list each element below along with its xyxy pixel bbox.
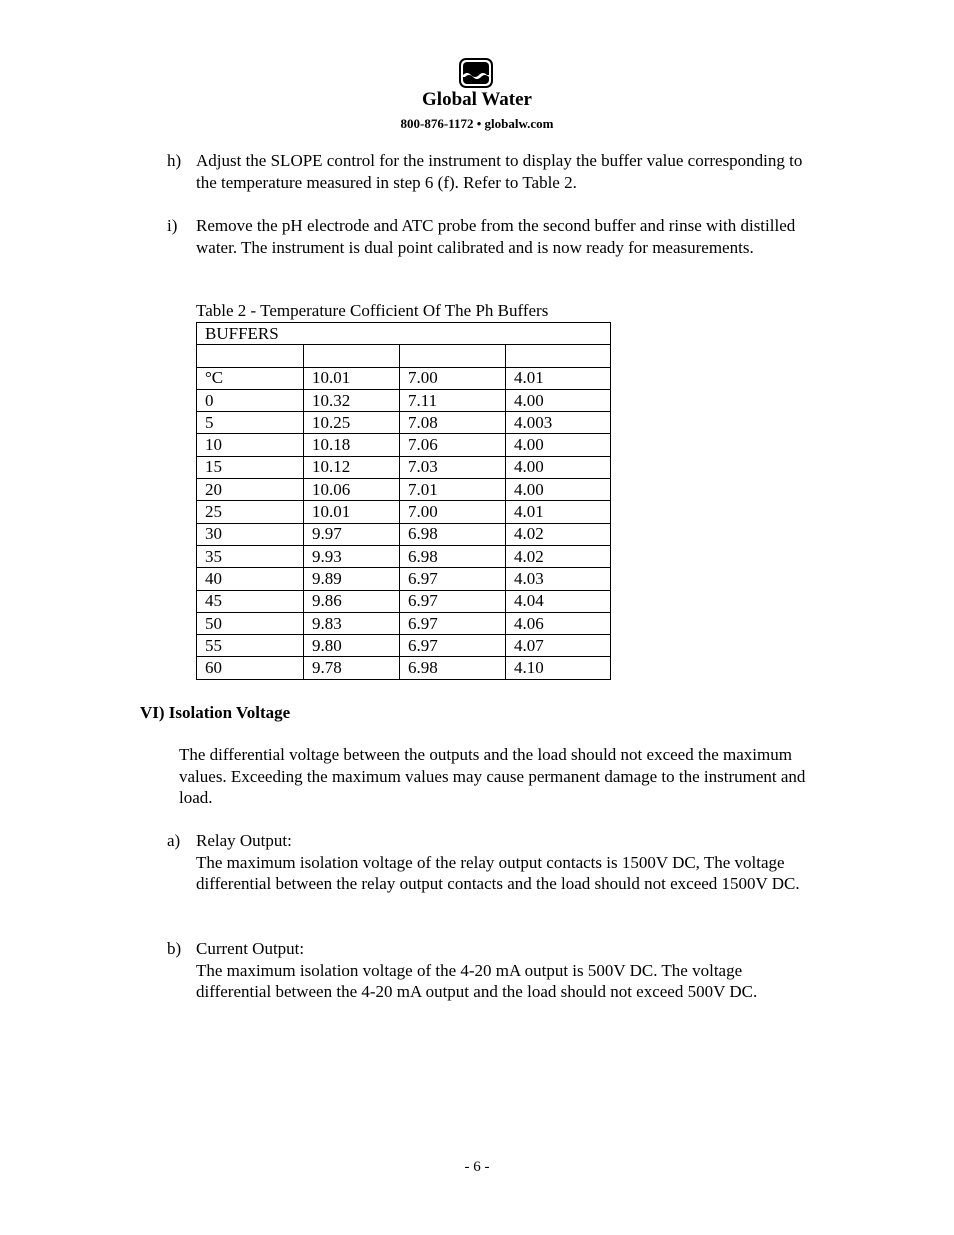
table-row [197,389,611,411]
table-cell: 4.00 [506,456,611,478]
table-cell: 7.08 [400,412,506,434]
item-relay-output [167,830,807,895]
table-cell: 7.06 [400,434,506,456]
table-cell: 55 [197,635,304,657]
table-row [197,545,611,567]
table-cell: 7.01 [400,479,506,501]
table-row [197,590,611,612]
table-title: BUFFERS [197,323,611,345]
table-cell: 25 [197,501,304,523]
table-cell: 6.98 [400,545,506,567]
table-cell: 40 [197,568,304,590]
table-header-row [197,367,611,389]
table-cell [304,345,400,367]
table-row [197,523,611,545]
table-cell: 4.00 [506,434,611,456]
table-cell: 9.86 [304,590,400,612]
table-row [197,412,611,434]
table-cell: 9.78 [304,657,400,679]
table-cell [506,345,611,367]
contact-info: 800-876-1172 • globalw.com [400,116,554,131]
step-i [167,215,807,258]
table-cell: 10.12 [304,456,400,478]
table-cell: 4.00 [506,479,611,501]
table-cell: 10.01 [304,501,400,523]
table-cell: 60 [197,657,304,679]
section-heading: VI) Isolation Voltage [140,703,291,722]
table-row [197,635,611,657]
table-cell [400,345,506,367]
table-cell: 20 [197,479,304,501]
table-title-row [197,323,611,345]
header-cell: 7.00 [400,367,506,389]
table-cell: 50 [197,612,304,634]
table-row [197,657,611,679]
header-cell: °C [197,367,304,389]
item-title: Relay Output: [196,831,292,850]
table-cell: 35 [197,545,304,567]
table-cell: 4.07 [506,635,611,657]
table-row [197,568,611,590]
table-cell: 4.10 [506,657,611,679]
buffer-table [196,322,611,680]
header-cell: 10.01 [304,367,400,389]
table-cell: 10.32 [304,389,400,411]
item-current-output [167,938,807,1003]
table-cell: 4.04 [506,590,611,612]
section-intro: The differential voltage between the outputs and the load should not exceed the maximum values. Exceeding the maximum values may cause permanent damage to the instrument and load. [179,745,806,807]
table-cell: 4.06 [506,612,611,634]
table-cell: 6.97 [400,590,506,612]
table-cell: 0 [197,389,304,411]
brand-name: Global Water [422,89,532,110]
table-cell: 10.25 [304,412,400,434]
step-text: Remove the pH electrode and ATC probe from the second buffer and rinse with distilled water. The instrument is dual point calibrated and is now ready for measurements. [196,216,796,257]
table-cell: 6.97 [400,568,506,590]
table-cell: 7.11 [400,389,506,411]
table-cell: 6.97 [400,612,506,634]
table-cell: 4.03 [506,568,611,590]
table-cell [197,345,304,367]
step-marker: h) [167,151,182,170]
table-cell: 6.98 [400,657,506,679]
step-h [167,150,807,193]
table-cell: 7.03 [400,456,506,478]
table-blank-row [197,345,611,367]
table-row [197,612,611,634]
table-cell: 15 [197,456,304,478]
table-cell: 7.00 [400,501,506,523]
table-cell: 6.98 [400,523,506,545]
table-cell: 6.97 [400,635,506,657]
step-marker: i) [167,216,178,235]
table-row [197,434,611,456]
item-title: Current Output: [196,939,305,958]
table-row [197,501,611,523]
table-cell: 9.83 [304,612,400,634]
table-cell: 9.89 [304,568,400,590]
table-cell: 10.18 [304,434,400,456]
table-cell: 9.97 [304,523,400,545]
table-cell: 4.01 [506,501,611,523]
item-marker: a) [167,831,181,850]
table-cell: 4.00 [506,389,611,411]
table-cell: 4.02 [506,523,611,545]
item-text: The maximum isolation voltage of the relay output contacts is 1500V DC, The voltage differential between the relay output contacts and the load should not exceed 1500V DC. [196,852,800,893]
item-marker: b) [167,939,182,958]
table-cell: 4.003 [506,412,611,434]
table-caption: Table 2 - Temperature Cofficient Of The Ph Buffers [196,301,549,320]
table-cell: 30 [197,523,304,545]
item-text: The maximum isolation voltage of the 4-20 mA output is 500V DC. The voltage differential between the 4-20 mA output and the load should not exceed 500V DC. [196,960,758,1001]
table-cell: 9.80 [304,635,400,657]
table-cell: 10 [197,434,304,456]
table-cell: 4.02 [506,545,611,567]
header-cell: 4.01 [506,367,611,389]
table-cell: 45 [197,590,304,612]
table-cell: 5 [197,412,304,434]
step-text: Adjust the SLOPE control for the instrument to display the buffer value corresponding to the temperature measured in step 6 (f). Refer to Table 2. [196,151,803,192]
page-number: - 6 - [464,1159,490,1175]
table-cell: 10.06 [304,479,400,501]
water-waves-icon [459,58,493,88]
table-row [197,479,611,501]
table-cell: 9.93 [304,545,400,567]
table-row [197,456,611,478]
